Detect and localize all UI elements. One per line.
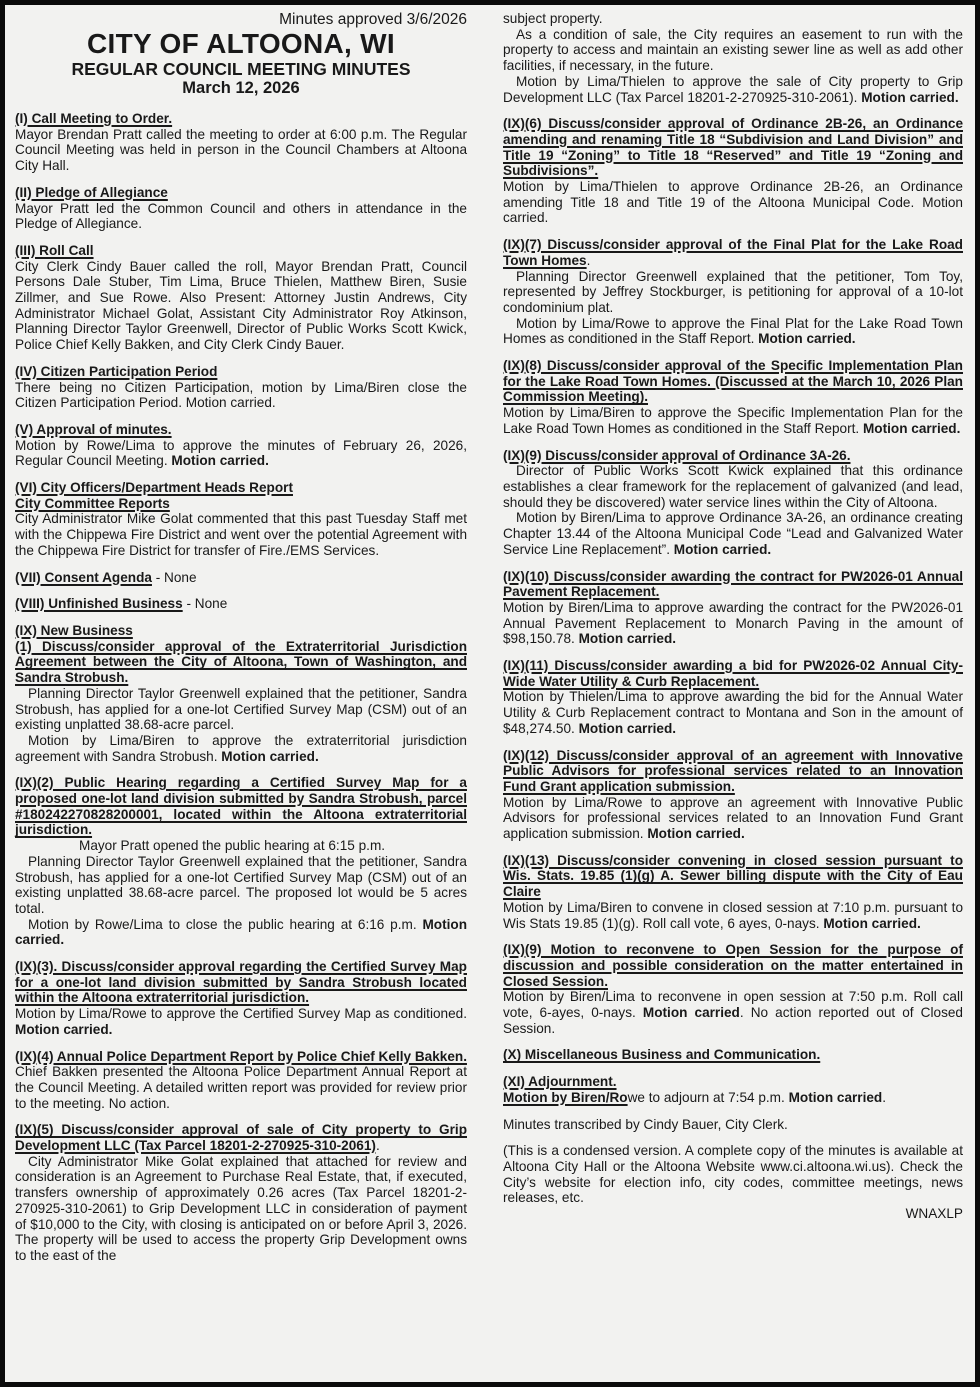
heading-run: (VIII) Unfinished Business (15, 596, 183, 612)
section-heading (15, 570, 467, 586)
approved-note: Minutes approved 3/6/2026 (279, 11, 467, 28)
text-run: Motion by Lima/Biren to approve the extraterritorial jurisdiction agreement with Sandra Strobush. (15, 732, 467, 764)
heading-run: (XI) Adjournment. (503, 1074, 617, 1090)
left-sections (15, 111, 467, 1264)
text-run: Planning Director Taylor Greenwell explained that the petitioner, Sandra Strobush, has applied for a one-lot Certified Survey Map (CSM) out of an existing unplatted 38.68-acre parcel. The proposed lot would be 5 acres total. (15, 853, 467, 916)
text-run: City Administrator Mike Golat explained that attached for review and consideration is an Agreement to Purchase Real Estate, that, if executed, transfers ownership of approximately 0.26 acres (Tax Parcel 18201-2-270925-310-2061) to Grip Development LLC in consideration of payment of $10,000 to the City, with closing is anticipated on or before April 3, 2026. The property will be used to access the property Grip Development owns to the east of the (15, 1153, 467, 1263)
text-run: (This is a condensed version. A complete copy of the minutes is available at Altoona City Hall or the Altoona Website www.ci.altoona.wi.us). Check the City’s website for election info, city codes, committee meetings, news releases, etc. (503, 1143, 963, 1206)
heading-run: (IX)(7) Discuss/consider approval of the Final Plat for the Lake Road Town Homes (503, 237, 963, 268)
paragraph (15, 838, 467, 854)
text-run: Motion by Thielen/Lima to approve awarding the bid for the Annual Water Utility & Curb Replacement contract to Montana and Son in the amount of $48,274.50. (503, 689, 963, 736)
minutes-section (15, 1122, 467, 1263)
text-run: Motion carried. (15, 1021, 113, 1037)
heading-run: City Committee Reports (15, 495, 170, 511)
paragraph (503, 689, 963, 736)
paragraph (15, 259, 467, 353)
text-run: we to adjourn at 7:54 p.m. (627, 1089, 789, 1105)
text-run: Motion carried. (673, 541, 772, 557)
minutes-section (15, 959, 467, 1038)
text-run: . (882, 1089, 887, 1105)
text-run: Motion carried. (758, 331, 856, 347)
text-run: Motion by Lima/Rowe to approve the Final Plat for the Lake Road Town Homes as conditioned in the Staff Report. (503, 315, 963, 347)
section-heading (15, 243, 467, 259)
paragraph (15, 686, 467, 733)
minutes-section (15, 596, 467, 612)
section-heading (15, 111, 467, 127)
text-run: Chief Bakken presented the Altoona Police Department Annual Report at the Council Meeting. A detailed written report was provided for review prior to the meeting. No action. (15, 1064, 467, 1111)
heading-run: Motion by Biren/Ro (503, 1089, 628, 1105)
heading-run: (IX)(13) Discuss/consider convening in closed session pursuant to Wis. Stats. 19.85 (1)(g) A. Sewer billing dispute with the City of Eau Claire (503, 852, 963, 900)
text-run: Motion by Biren/Lima to reconvene in open session at 7:50 p.m. Roll call vote, 6-ayes, 0-nays. (503, 989, 963, 1021)
text-run: City Clerk Cindy Bauer called the roll, Mayor Brendan Pratt, Council Persons Dale Stuber, Tim Lima, Bruce Thielen, Matthew Biren, Susie Zillmer, and Sue Rowe. Also Present: Attorney Justin Andrews, City Administrator Michael Golat, Assistant City Administrator Roy Atkinson, Planning Director Taylor Greenwell, Director of Public Works Scott Kwick, Police Chief Kelly Bakken, and City Clerk Cindy Bauer. (15, 258, 467, 353)
minutes-section (503, 658, 963, 737)
text-run: Motion by Lima/Rowe to approve the Certified Survey Map as conditioned. (15, 1006, 467, 1022)
text-run: Planning Director Greenwell explained that the petitioner, Tom Toy, represented by Jeffrey Stockburger, is petitioning for approval of a 10-lot condominium plat. (503, 268, 963, 315)
heading-run: (IX)(8) Discuss/consider approval of the Specific Implementation Plan for the Lake Road Town Homes. (Discussed at the March 10, 2026 Plan Commission Meeting). (503, 358, 963, 405)
text-run: Motion by Rowe/Lima to close the public hearing at 6:16 p.m. (28, 916, 423, 932)
text-run: Motion carried. (578, 631, 677, 647)
minutes-section (503, 358, 963, 437)
text-run: Mayor Pratt led the Common Council and others in attendance in the Pledge of Allegiance. (15, 200, 467, 232)
section-heading (15, 959, 467, 1006)
text-run: Planning Director Taylor Greenwell explained that the petitioner, Sandra Strobush, has applied for a one-lot Certified Survey Map (CSM) out of an existing unplatted 38.68-acre parcel. (15, 685, 467, 733)
text-run: Motion by Lima/Biren to convene in closed session at 7:10 p.m. pursuant to Wis Stats 19.85 (1)(g). Roll call vote, 6 ayes, 0-nays. (503, 899, 963, 931)
heading-run: (IX)(10) Discuss/consider awarding the contract for PW2026-01 Annual Pavement Replacement. (503, 568, 963, 600)
document-header (15, 11, 467, 98)
section-heading (15, 185, 467, 201)
paragraph (15, 380, 467, 411)
text-run: As a condition of sale, the City requires an easement to run with the property to access and maintain an existing sewer line as well as add other facilities, if necessary, in the future. (503, 26, 963, 74)
text-run: Director of Public Works Scott Kwick explained that this ordinance establishes a clear framework for the replacement of galvanized (and lead, should they be discovered) water service lines within the City of Altoona. (503, 463, 963, 510)
meeting-date: March 12, 2026 (182, 79, 300, 97)
section-heading (503, 569, 963, 600)
section-heading (503, 1074, 963, 1090)
heading-run: (IX)(9) Motion to reconvene to Open Session for the purpose of discussion and possible consideration on the matter entertained in Closed Session. (503, 942, 963, 989)
paragraph (503, 1090, 963, 1106)
text-run: Mayor Pratt opened the public hearing at 6:15 p.m. (79, 838, 386, 854)
text-run: subject property. (503, 11, 603, 26)
text-run: Motion by Lima/Thielen to approve Ordinance 2B-26, an Ordinance amending Title 18 and Title 19 of the Altoona Municipal Code. Motion carried. (503, 179, 963, 226)
text-run: Mayor Brendan Pratt called the meeting to order at 6:00 p.m. The Regular Council Meeting was held in person in the Council Chambers at Altoona City Hall. (15, 126, 467, 174)
heading-run: (IX)(12) Discuss/consider approval of an agreement with Innovative Public Advisors for professional services related to an Innovation Fund Grant application submission. (503, 747, 963, 794)
minutes-section (15, 480, 467, 559)
heading-run: (IV) Citizen Participation Period (15, 363, 218, 379)
text-run: Motion carried. (862, 420, 961, 436)
section-heading (503, 942, 963, 989)
paragraph (503, 1206, 963, 1222)
left-column (15, 11, 467, 1374)
heading-run: (I) Call Meeting to Order. (15, 111, 173, 126)
heading-run: (IX)(5) Discuss/consider approval of sale of City property to Grip Development LLC (Tax Parcel 18201-2-270925-310-2061) (15, 1122, 467, 1154)
right-column (503, 11, 963, 1374)
heading-run: (IX)(2) Public Hearing regarding a Certified Survey Map for a proposed one-lot land division submitted by Sandra Strobush, parcel #180242270828200001, located within the Altoona extraterritorial jurisdiction. (15, 775, 467, 838)
heading-run: (IX)(11) Discuss/consider awarding a bid for PW2026-02 Annual City-Wide Water Utility & Curb Replacement. (503, 658, 963, 689)
text-run: Motion carried. (15, 916, 467, 948)
paragraph (503, 1143, 963, 1206)
section-heading (503, 358, 963, 405)
section-heading (15, 1122, 467, 1153)
minutes-section (503, 853, 963, 932)
text-run: - None (151, 569, 197, 585)
text-run: Motion by Lima/Rowe to approve an agreement with Innovative Public Advisors for professional services related to an Innovation Fund Grant application submission. (503, 794, 963, 842)
heading-run: (IX)(9) Discuss/consider approval of Ordinance 3A-26. (503, 447, 851, 463)
text-run: Motion carried. (823, 915, 921, 931)
section-heading (15, 775, 467, 838)
paragraph (503, 405, 963, 436)
heading-run: (V) Approval of minutes. (15, 421, 172, 437)
section-heading (15, 623, 467, 639)
text-run: There being no Citizen Participation, motion by Lima/Biren close the Citizen Participation Period. Motion carried. (15, 379, 467, 411)
minutes-section (503, 1143, 963, 1222)
minutes-section (15, 111, 467, 174)
section-heading (15, 364, 467, 380)
paragraph (15, 201, 467, 232)
text-run: Minutes transcribed by Cindy Bauer, City Clerk. (503, 1116, 788, 1132)
paragraph (15, 733, 467, 764)
minutes-section (503, 116, 963, 226)
heading-run: (1) Discuss/consider approval of the Extraterritorial Jurisdiction Agreement between the City of Altoona, Town of Washington, and Sandra Strobush. (15, 638, 467, 686)
text-run: - None (182, 596, 228, 612)
minutes-section (15, 243, 467, 353)
minutes-section (503, 1047, 963, 1063)
minutes-section (15, 185, 467, 232)
right-sections (503, 11, 963, 1222)
section-heading (503, 237, 963, 268)
heading-run: (VI) City Officers/Department Heads Report (15, 480, 293, 496)
heading-run: (II) Pledge of Allegiance (15, 184, 168, 200)
page-title: CITY OF ALTOONA, WI (87, 28, 395, 59)
minutes-section (503, 942, 963, 1036)
text-run: Motion carried. (221, 748, 319, 764)
minutes-section (503, 1074, 963, 1105)
paragraph (503, 269, 963, 316)
heading-run: (IX)(4) Annual Police Department Report by Police Chief Kelly Bakken. (15, 1048, 467, 1064)
heading-run: (X) Miscellaneous Business and Communication. (503, 1047, 821, 1063)
section-heading (503, 853, 963, 900)
section-heading (15, 496, 467, 512)
paragraph (503, 510, 963, 557)
text-run: Motion by Lima/Biren to approve the Specific Implementation Plan for the Lake Road Town Homes as conditioned in the Staff Report. (503, 405, 963, 436)
heading-run: (VII) Consent Agenda (15, 569, 152, 585)
minutes-section (15, 775, 467, 948)
paragraph (15, 127, 467, 174)
paragraph (503, 316, 963, 347)
paragraph (503, 795, 963, 842)
paragraph (15, 917, 467, 948)
heading-run: (IX) New Business (15, 622, 133, 638)
text-run: Motion carried. (647, 826, 745, 842)
paragraph (15, 1154, 467, 1264)
heading-run: (III) Roll Call (15, 242, 94, 258)
text-run: Motion by Biren/Lima to approve Ordinance 3A-26, an ordinance creating Chapter 13.44 of the Altoona Municipal Code “Lead and Galvanized Water Service Line Replacement”. (503, 510, 963, 557)
minutes-section (503, 11, 963, 105)
text-run: Motion carried. (578, 720, 677, 736)
section-heading (15, 1049, 467, 1065)
paragraph (15, 1006, 467, 1037)
paragraph (503, 179, 963, 226)
section-heading (503, 748, 963, 795)
text-run: Motion carried. (171, 453, 269, 469)
text-run: . (586, 252, 591, 268)
minutes-section (15, 422, 467, 469)
text-run: . (375, 1138, 380, 1154)
text-run: Motion by Rowe/Lima to approve the minutes of February 26, 2026, Regular Council Meeting. (15, 437, 467, 469)
paragraph (503, 27, 963, 74)
section-heading (503, 448, 963, 464)
text-run: Motion by Biren/Lima to approve awarding the contract for the PW2026-01 Annual Pavement Replacement to Monarch Paving in the amount of $98,150.78. (503, 599, 963, 647)
minutes-section (503, 237, 963, 347)
section-heading (15, 596, 467, 612)
minutes-section (503, 448, 963, 558)
paragraph (503, 989, 963, 1036)
minutes-section (503, 748, 963, 842)
page-subtitle: REGULAR COUNCIL MEETING MINUTES (71, 59, 411, 79)
paragraph (15, 1064, 467, 1111)
minutes-section (503, 569, 963, 648)
text-run: Motion by Lima/Thielen to approve the sale of City property to Grip Development LLC (Tax Parcel 18201-2-270925-310-2061). (503, 73, 963, 105)
minutes-section (503, 1117, 963, 1133)
section-heading (503, 1047, 963, 1063)
text-run: City Administrator Mike Golat commented that this past Tuesday Staff met with the Chippewa Fire District and went over the potential Agreement with the Chippewa Fire District for transfer of Fire./EMS Services. (15, 511, 467, 558)
heading-run: (IX)(6) Discuss/consider approval of Ordinance 2B-26, an Ordinance amending and renaming Title 18 “Subdivision and Land Division” and Title 19 “Zoning” to Title 18 “Reserved” and Title 19 “Zoning and Subdivisions”. (503, 116, 963, 179)
section-heading (15, 480, 467, 496)
minutes-section (15, 364, 467, 411)
paragraph (503, 74, 963, 105)
paragraph (15, 511, 467, 558)
paragraph (15, 438, 467, 469)
paragraph (15, 854, 467, 917)
section-heading (15, 422, 467, 438)
text-run: Motion carried (788, 1089, 883, 1105)
paragraph (503, 1117, 963, 1133)
text-run: Motion carried (642, 1005, 740, 1021)
minutes-section (15, 570, 467, 586)
section-heading (503, 658, 963, 689)
paragraph (503, 900, 963, 931)
section-heading (503, 116, 963, 179)
paragraph (503, 11, 963, 27)
paragraph (503, 463, 963, 510)
text-run: Motion carried. (861, 89, 959, 105)
minutes-section (15, 1049, 467, 1112)
text-run: . No action reported out of Closed Session. (503, 1005, 963, 1036)
paragraph (503, 600, 963, 647)
section-heading (15, 639, 467, 686)
minutes-section (15, 623, 467, 764)
text-run: WNAXLP (905, 1206, 963, 1222)
heading-run: (IX)(3). Discuss/consider approval regarding the Certified Survey Map for a one-lot land division submitted by Sandra Strobush located within the Altoona extraterritorial jurisdiction. (15, 959, 467, 1006)
